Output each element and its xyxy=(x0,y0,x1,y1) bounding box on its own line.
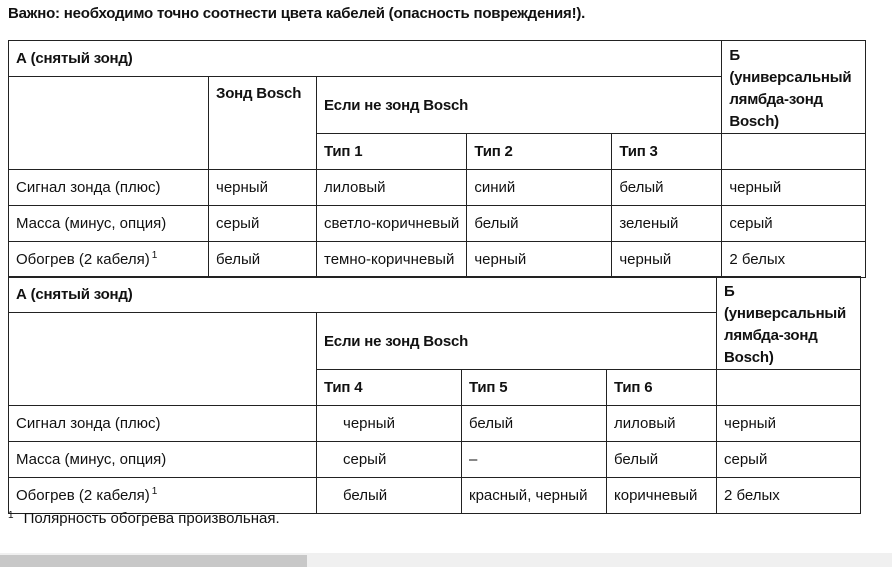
cell-bosch: черный xyxy=(209,170,317,206)
column-type-1: Тип 1 xyxy=(317,134,467,170)
column-type-5: Тип 5 xyxy=(462,370,607,406)
cell-type-3: белый xyxy=(612,170,722,206)
cell-universal: черный xyxy=(722,170,866,206)
footnote-mark: 1 xyxy=(151,250,158,261)
cell-type-5: красный, черный xyxy=(462,478,607,514)
header-universal-probe: Б (универсальный лямбда-зонд Bosch) xyxy=(722,41,866,134)
cell-universal: 2 белых xyxy=(722,242,866,278)
cell-type-1: лиловый xyxy=(317,170,467,206)
cell-type-6: лиловый xyxy=(607,406,717,442)
column-bosch-probe: Зонд Bosch xyxy=(209,77,317,170)
cell-type-1: светло-коричневый xyxy=(317,206,467,242)
column-type-6: Тип 6 xyxy=(607,370,717,406)
scrollbar-thumb[interactable] xyxy=(0,555,307,567)
row-label: Сигнал зонда (плюс) xyxy=(9,170,209,206)
cable-color-table-2 xyxy=(8,276,861,514)
table-row xyxy=(9,442,861,478)
cell-bosch: серый xyxy=(209,206,317,242)
cell-type-2: синий xyxy=(467,170,612,206)
cell-type-2: белый xyxy=(467,206,612,242)
header-universal-probe: Б (универсальный лямбда-зонд Bosch) xyxy=(717,277,861,370)
row-label: Сигнал зонда (плюс) xyxy=(9,406,317,442)
cell-type-6: коричневый xyxy=(607,478,717,514)
table-row xyxy=(9,478,861,514)
page-title: Важно: необходимо точно соотнести цвета кабелей (опасность повреждения!). xyxy=(8,5,586,22)
footnote-text: Полярность обогрева произвольная. xyxy=(23,510,280,527)
column-type-4: Тип 4 xyxy=(317,370,462,406)
empty-cell xyxy=(9,313,317,406)
footnote-mark: 1 xyxy=(151,486,158,497)
cell-universal: серый xyxy=(722,206,866,242)
column-not-bosch: Если не зонд Bosch xyxy=(317,77,722,134)
cell-universal: серый xyxy=(717,442,861,478)
cell-type-2: черный xyxy=(467,242,612,278)
row-label: Масса (минус, опция) xyxy=(9,206,209,242)
empty-cell xyxy=(722,134,866,170)
table-row xyxy=(9,242,866,278)
table-row xyxy=(9,406,861,442)
cable-color-table-1 xyxy=(8,40,866,278)
cell-type-1: темно-коричневый xyxy=(317,242,467,278)
cell-type-3: черный xyxy=(612,242,722,278)
table-row xyxy=(9,206,866,242)
cell-type-4: серый xyxy=(317,442,462,478)
row-label: Обогрев (2 кабеля) $^1$ xyxy=(9,242,209,278)
header-removed-probe: А (снятый зонд) xyxy=(9,277,717,313)
column-not-bosch: Если не зонд Bosch xyxy=(317,313,717,370)
cell-type-5: – xyxy=(462,442,607,478)
cell-universal: черный xyxy=(717,406,861,442)
cell-type-5: белый xyxy=(462,406,607,442)
row-label: Обогрев (2 кабеля) $^1$ xyxy=(9,478,317,514)
cell-type-4: черный xyxy=(317,406,462,442)
table-row xyxy=(9,170,866,206)
cell-bosch: белый xyxy=(209,242,317,278)
footnote xyxy=(8,510,280,527)
cell-type-3: зеленый xyxy=(612,206,722,242)
empty-cell xyxy=(9,77,209,170)
empty-cell xyxy=(717,370,861,406)
row-label: Масса (минус, опция) xyxy=(9,442,317,478)
cell-universal: 2 белых xyxy=(717,478,861,514)
column-type-2: Тип 2 xyxy=(467,134,612,170)
footnote-number: 1 xyxy=(8,510,14,521)
cell-type-4: белый xyxy=(317,478,462,514)
header-removed-probe: А (снятый зонд) xyxy=(9,41,722,77)
column-type-3: Тип 3 xyxy=(612,134,722,170)
cell-type-6: белый xyxy=(607,442,717,478)
